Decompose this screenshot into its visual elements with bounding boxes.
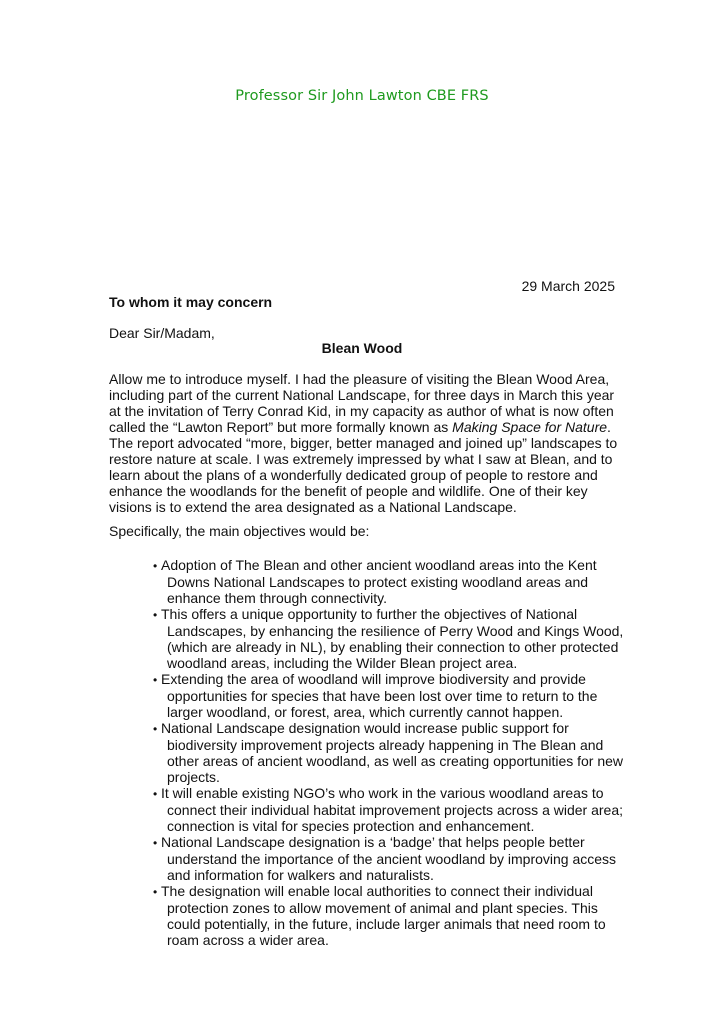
objectives-intro: Specifically, the main objectives would be: xyxy=(109,523,370,539)
objective-item xyxy=(145,720,625,785)
objective-text: The designation will enable local authorities to connect their individual protection zones to allow movement of animal and plant species. This could potentially, in the future, include larger animals that need room to roam across a wider area. xyxy=(161,883,606,948)
bullet-icon: • xyxy=(153,559,158,573)
objective-text: It will enable existing NGO’s who work in the various woodland areas to connect their individual habitat improvement projects across a wider area; connection is vital for species protection and enhancement. xyxy=(161,785,624,834)
intro-paragraph xyxy=(109,371,629,515)
objective-item xyxy=(145,671,625,720)
letter-date: 29 March 2025 xyxy=(521,278,615,294)
bullet-icon: • xyxy=(153,885,158,899)
objective-item xyxy=(145,785,625,834)
letterhead-name: Professor Sir John Lawton CBE FRS xyxy=(235,88,489,104)
bullet-icon: • xyxy=(153,722,158,736)
objective-text: National Landscape designation is a ‘badge’ that helps people better understand the importance of the ancient woodland by improving access and information for walkers and naturalists. xyxy=(161,834,617,883)
bullet-icon: • xyxy=(153,836,158,850)
objective-text: Adoption of The Blean and other ancient woodland areas into the Kent Downs National Landscapes to protect existing woodland areas and enhance them through connectivity. xyxy=(161,557,597,606)
objective-text: National Landscape designation would increase public support for biodiversity improvement projects already happening in The Blean and other areas of ancient woodland, as well as creating opportunities for new projects. xyxy=(161,720,624,785)
objective-item xyxy=(145,883,625,948)
objective-item xyxy=(145,834,625,883)
greeting: Dear Sir/Madam, xyxy=(109,325,215,341)
objective-item xyxy=(145,606,625,671)
intro-text-part-1: Allow me to introduce myself. I had the pleasure of visiting the Blean Wood Area, including part of the current National Landscape, for three days in March this year at the invitation of Terry Conrad Kid, in my capacity as author of what is now often called the “Lawton Report” but more formally known as xyxy=(109,371,615,435)
objectives-list xyxy=(145,557,625,948)
objective-text: This offers a unique opportunity to further the objectives of National Landscapes, by enhancing the resilience of Perry Wood and Kings Wood, (which are already in NL), by enabling their connection to other protected woodland areas, including the Wilder Blean project area. xyxy=(161,606,624,671)
bullet-icon: • xyxy=(153,787,158,801)
objective-item xyxy=(145,557,625,606)
intro-text-part-2: . The report advocated “more, bigger, better managed and joined up” landscapes to restore nature at scale. I was extremely impressed by what I saw at Blean, and to learn about the plans of a wonderfully dedicated group of people to restore and enhance the woodlands for the benefit of people and wildlife. One of their key visions is to extend the area designated as a National Landscape. xyxy=(109,419,618,515)
letter-subject: Blean Wood xyxy=(321,340,403,356)
bullet-icon: • xyxy=(153,673,158,687)
recipient-line: To whom it may concern xyxy=(109,294,273,310)
report-title-italic: Making Space for Nature xyxy=(452,419,608,435)
bullet-icon: • xyxy=(153,608,158,622)
objective-text: Extending the area of woodland will improve biodiversity and provide opportunities for species that have been lost over time to return to the larger woodland, or forest, area, which currently cannot happen. xyxy=(161,671,598,720)
